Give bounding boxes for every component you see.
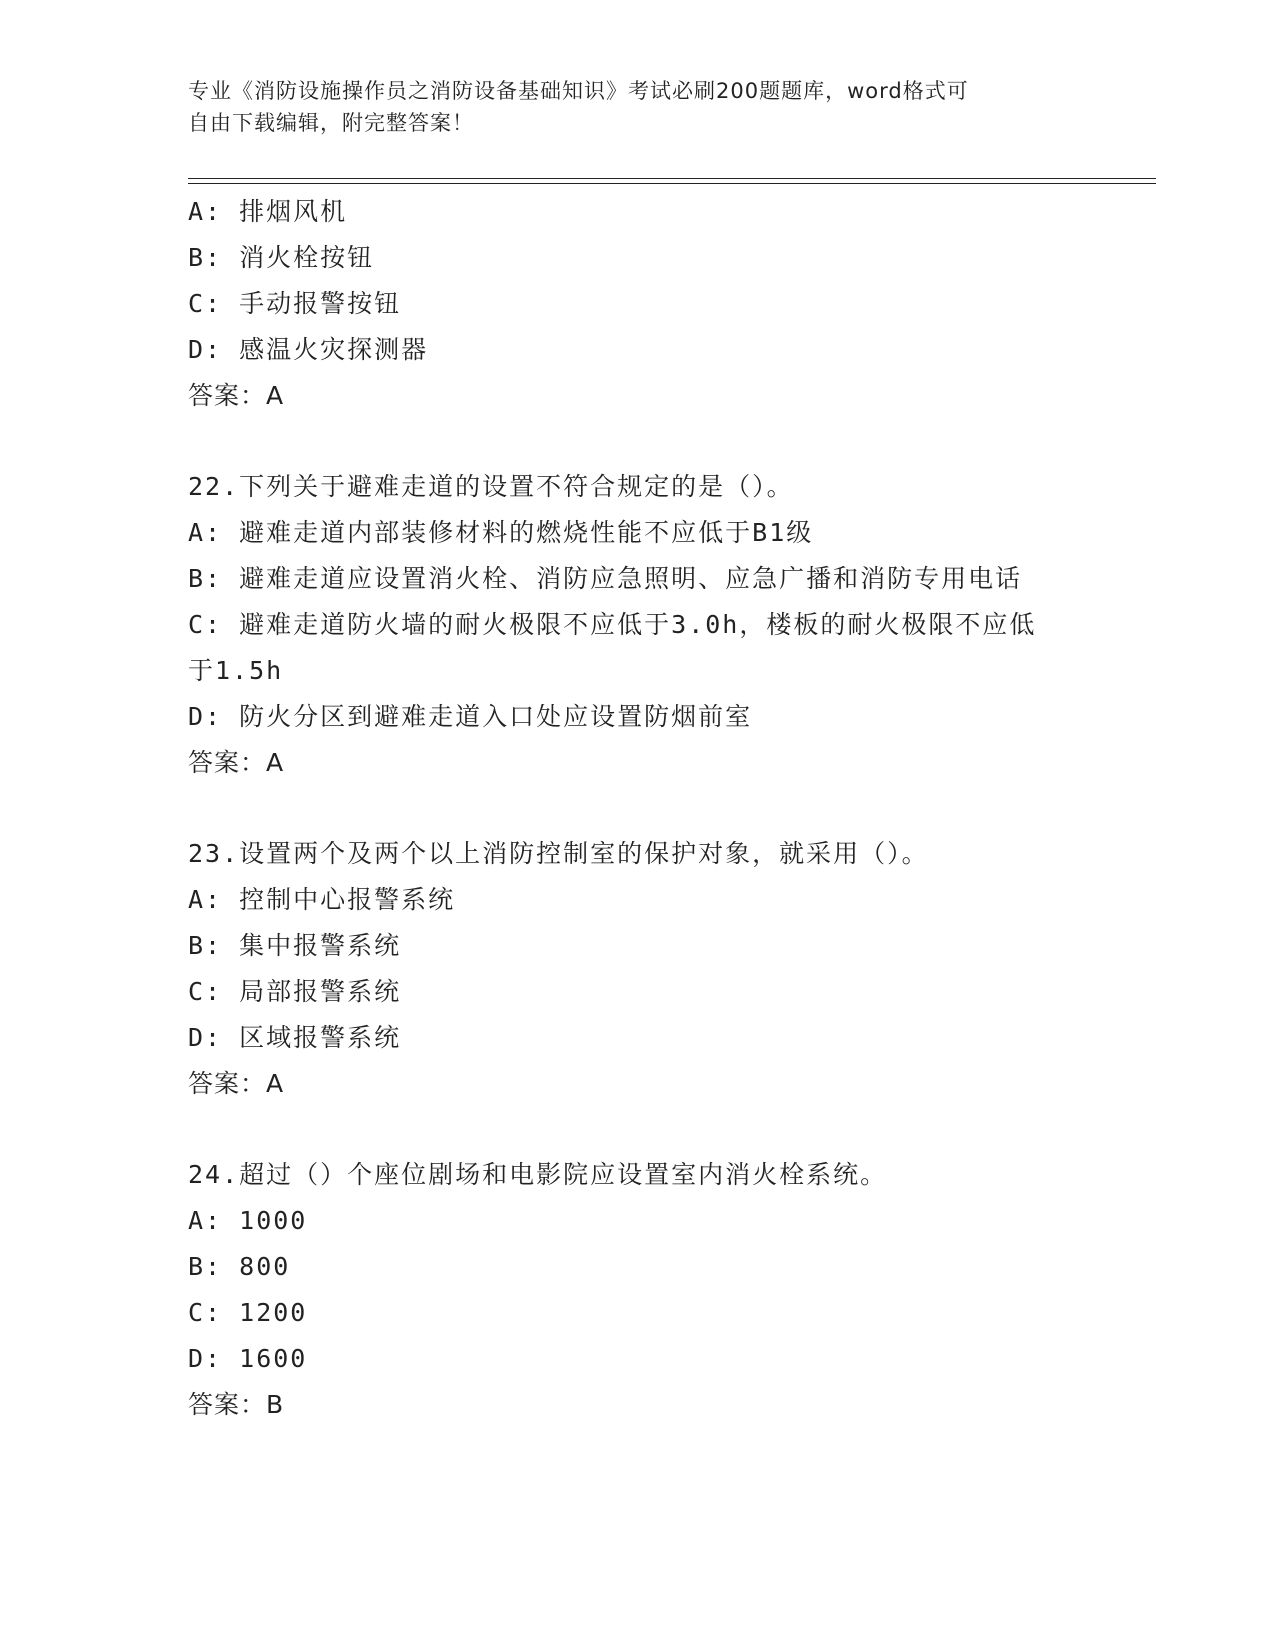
question-list <box>188 189 1148 1428</box>
q23-option-a: A: 控制中心报警系统 <box>188 885 456 914</box>
q22-option-b: B: 避难走道应设置消火栓、消防应急照明、应急广播和消防专用电话 <box>188 564 1023 593</box>
q24-option-c: C: 1200 <box>188 1298 308 1327</box>
q23-answer: 答案：A <box>188 1069 285 1098</box>
header-divider-bottom <box>188 183 1156 184</box>
q22-option-a: A: 避难走道内部装修材料的燃烧性能不应低于B1级 <box>188 518 814 547</box>
document-header <box>188 75 1088 139</box>
q21-option-b: B: 消火栓按钮 <box>188 243 375 272</box>
q21-answer: 答案：A <box>188 381 285 410</box>
question-23 <box>188 831 1148 1107</box>
q23-question-text: 23.设置两个及两个以上消防控制室的保护对象，就采用（）。 <box>188 839 929 868</box>
q22-option-c: C: 避难走道防火墙的耐火极限不应低于3.0h，楼板的耐火极限不应低 <box>188 610 1037 639</box>
q23-option-b: B: 集中报警系统 <box>188 931 402 960</box>
question-22 <box>188 464 1148 786</box>
question-spacer <box>188 1107 1148 1152</box>
q22-answer: 答案：A <box>188 748 285 777</box>
q24-answer: 答案：B <box>188 1390 285 1419</box>
q21-option-c: C: 手动报警按钮 <box>188 289 402 318</box>
q22-option-c-continued: 于1.5h <box>188 656 284 685</box>
q21-option-d: D: 感温火灾探测器 <box>188 335 429 364</box>
q22-question-text: 22.下列关于避难走道的设置不符合规定的是（）。 <box>188 472 794 501</box>
q24-option-b: B: 800 <box>188 1252 291 1281</box>
q21-option-a: A: 排烟风机 <box>188 197 348 226</box>
question-21-continued <box>188 189 1148 419</box>
q23-option-c: C: 局部报警系统 <box>188 977 402 1006</box>
q24-option-d: D: 1600 <box>188 1344 308 1373</box>
q22-option-d: D: 防火分区到避难走道入口处应设置防烟前室 <box>188 702 753 731</box>
q24-option-a: A: 1000 <box>188 1206 308 1235</box>
question-spacer <box>188 786 1148 831</box>
question-spacer <box>188 419 1148 464</box>
header-title-line-1: 专业《消防设施操作员之消防设备基础知识》考试必刷200题题库，word格式可 <box>188 79 969 103</box>
q23-option-d: D: 区域报警系统 <box>188 1023 402 1052</box>
q24-question-text: 24.超过（）个座位剧场和电影院应设置室内消火栓系统。 <box>188 1160 888 1189</box>
question-24 <box>188 1152 1148 1428</box>
header-title-line-2: 自由下载编辑，附完整答案！ <box>188 111 474 135</box>
header-divider-top <box>188 178 1156 179</box>
